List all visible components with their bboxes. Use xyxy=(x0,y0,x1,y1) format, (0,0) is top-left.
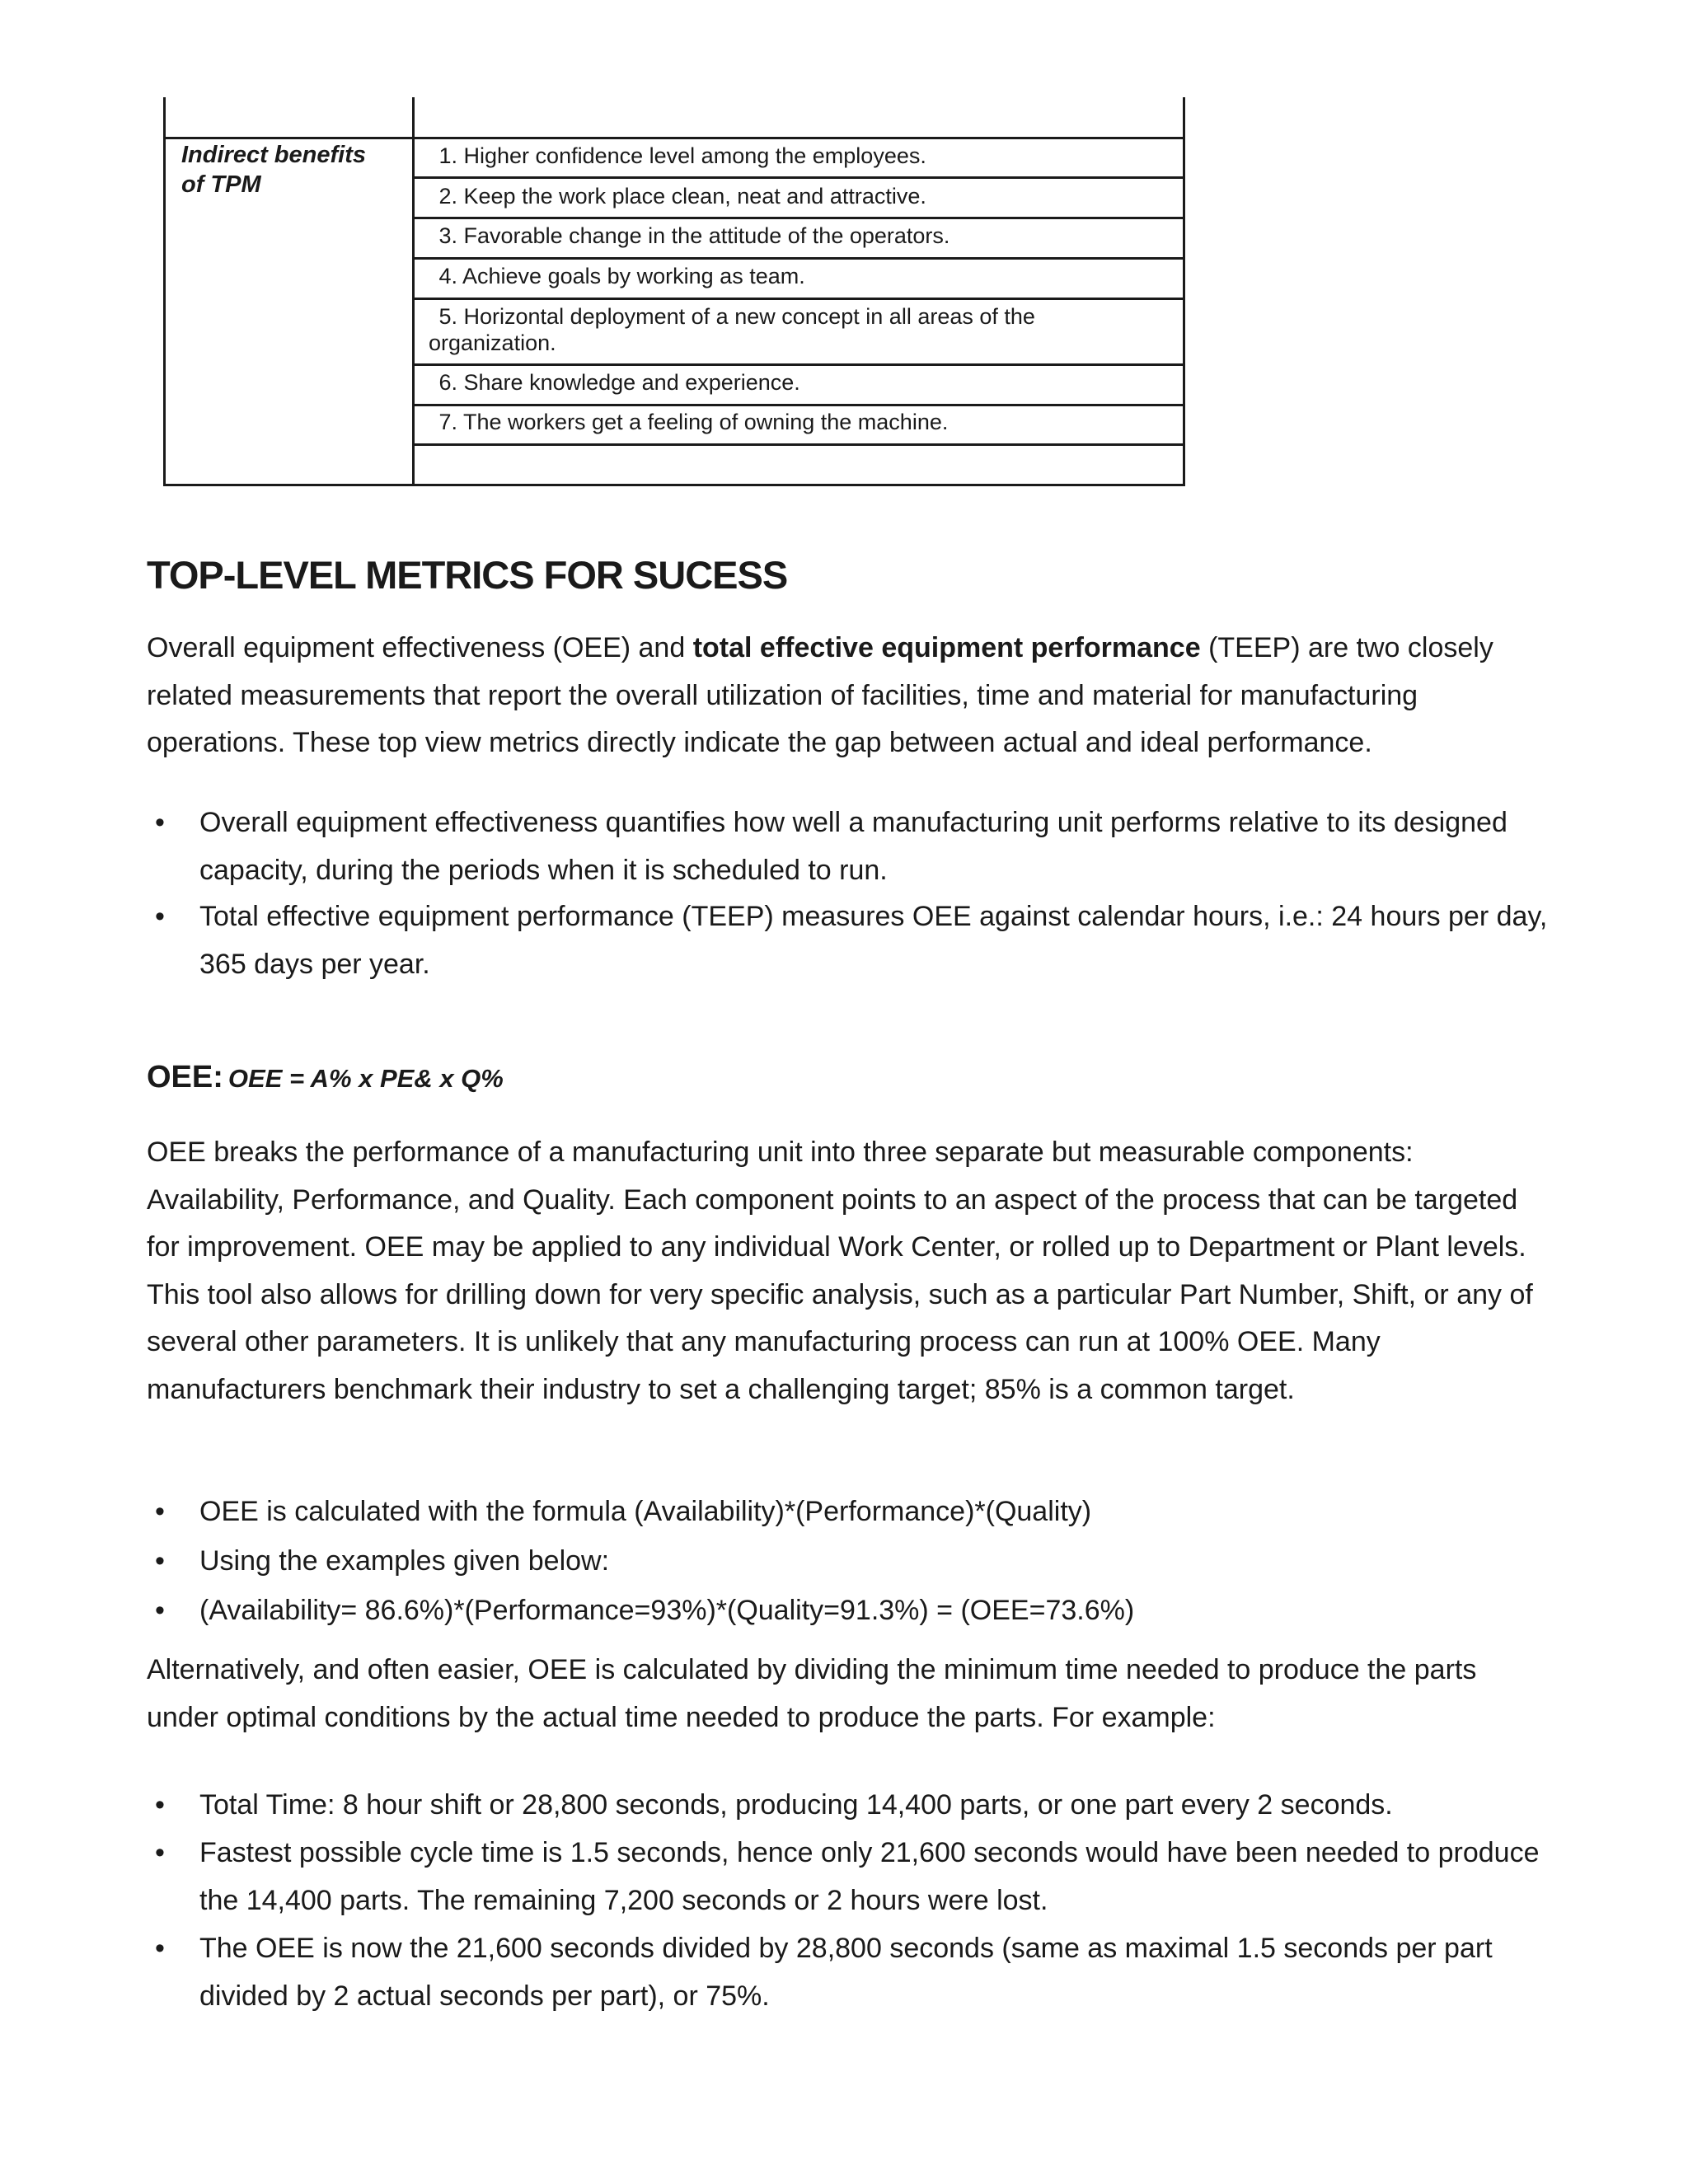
table-row xyxy=(412,143,1170,169)
metrics-intro-paragraph xyxy=(147,625,1548,767)
section-heading-oee xyxy=(147,1060,504,1095)
intro-bold-term: total effective equipment performance xyxy=(692,632,1201,663)
table-border-bottom xyxy=(163,484,1185,486)
table-row xyxy=(412,183,1170,209)
table-line xyxy=(412,363,1185,366)
list-item xyxy=(147,1538,1548,1586)
intro-text: Overall equipment effectiveness (OEE) and xyxy=(147,632,693,663)
bullet-text: OEE is calculated with the formula (Availability)*(Performance)*(Quality) xyxy=(199,1496,1092,1527)
oee-formula: OEE = A% x PE& x Q% xyxy=(227,1064,504,1093)
row-text: Keep the work place clean, neat and attractive. xyxy=(463,184,926,209)
row-number: 4. xyxy=(438,264,457,288)
table-line xyxy=(412,298,1185,300)
row-text: Horizontal deployment of a new concept in all areas of the xyxy=(463,304,1035,329)
table-row xyxy=(412,263,1170,289)
table-row xyxy=(412,223,1170,249)
row-number: 3. xyxy=(438,223,457,248)
bullet-text: Fastest possible cycle time is 1.5 seconds, hence only 21,600 seconds would have been needed to produce the 14,400 parts. The remaining 7,200 seconds or 2 hours were lost. xyxy=(199,1837,1540,1916)
list-item xyxy=(147,1830,1548,1924)
table-line xyxy=(412,404,1185,406)
row-number: 5. xyxy=(438,304,457,329)
table-line xyxy=(412,176,1185,179)
bullet-text: The OEE is now the 21,600 seconds divided by 28,800 seconds (same as maximal 1.5 seconds per part divided by 2 actual seconds per part), or 75%. xyxy=(199,1933,1493,2012)
list-item xyxy=(147,893,1548,988)
bullet-text: Overall equipment effectiveness quantifies how well a manufacturing unit performs relative to its designed capacity, during the periods when it is scheduled to run. xyxy=(199,807,1507,886)
table-row xyxy=(412,369,1170,396)
row-text: Favorable change in the attitude of the operators. xyxy=(463,223,950,248)
table-row xyxy=(412,303,1170,356)
row-text: Share knowledge and experience. xyxy=(463,370,800,395)
table-border-right xyxy=(1183,97,1185,486)
table-line xyxy=(412,443,1185,446)
table-border-left xyxy=(163,97,166,486)
table-line xyxy=(412,217,1185,219)
oee-heading-label: OEE: xyxy=(147,1060,223,1094)
bullet-icon: • xyxy=(155,1545,165,1577)
bullet-text: (Availability= 86.6%)*(Performance=93%)*(Quality=91.3%) = (OEE=73.6%) xyxy=(199,1595,1135,1626)
bullet-icon: • xyxy=(155,1595,165,1626)
row-text: Higher confidence level among the employees. xyxy=(463,143,926,168)
list-item xyxy=(147,799,1548,894)
bullet-icon: • xyxy=(155,1837,165,1868)
row-text-continued: organization. xyxy=(429,330,556,355)
row-number: 7. xyxy=(438,410,457,434)
row-text: Achieve goals by working as team. xyxy=(462,264,805,288)
row-number: 6. xyxy=(438,370,457,395)
table-row xyxy=(412,409,1170,435)
list-item xyxy=(147,1587,1548,1635)
bullet-icon: • xyxy=(155,1789,165,1821)
bullet-text: Total Time: 8 hour shift or 28,800 seconds, producing 14,400 parts, or one part every 2 seconds. xyxy=(199,1789,1393,1821)
bullet-icon: • xyxy=(155,1933,165,1964)
row-number: 2. xyxy=(438,184,457,209)
bullet-icon: • xyxy=(155,807,165,838)
list-item xyxy=(147,1488,1548,1536)
bullet-icon: • xyxy=(155,1496,165,1527)
alternative-paragraph: Alternatively, and often easier, OEE is calculated by dividing the minimum time needed to produce the parts under optimal conditions by the actual time needed to produce the parts. For example: xyxy=(147,1654,1477,1733)
table-line xyxy=(412,257,1185,260)
row-text: The workers get a feeling of owning the machine. xyxy=(463,410,949,434)
list-item xyxy=(147,1782,1548,1830)
indirect-benefits-table xyxy=(163,97,1185,486)
oee-paragraph: OEE breaks the performance of a manufacturing unit into three separate but measurable components: Availability, Performance, and Quality. Each component points to an aspect of the process that can be targeted for improvement. OEE may be applied to any individual Work Center, or rolled up to Department or Plant levels. This tool also allows for drilling down for very specific analysis, such as a particular Part Number, Shift, or any of several other parameters. It is unlikely that any manufacturing process can run at 100% OEE. Many manufacturers benchmark their industry to set a challenging target; 85% is a common target. xyxy=(147,1137,1533,1405)
bullet-text: Total effective equipment performance (TEEP) measures OEE against calendar hours, i.e.: 24 hours per day, 365 days per year. xyxy=(199,901,1548,980)
list-item xyxy=(147,1925,1548,2020)
row-number: 1. xyxy=(438,143,457,168)
bullet-icon: • xyxy=(155,901,165,932)
intro-text-rest: (TEEP) are two closely related measurements that report the overall utilization of facilities, time and material for manufacturing operations. These top view metrics directly indicate the gap between actual and ideal performance. xyxy=(147,632,1493,758)
table-header-cell: Indirect benefits of TPM xyxy=(181,142,366,198)
bullet-text: Using the examples given below: xyxy=(199,1545,610,1577)
table-line xyxy=(163,137,1185,139)
section-heading-metrics: TOP-LEVEL METRICS FOR SUCESS xyxy=(147,553,788,597)
